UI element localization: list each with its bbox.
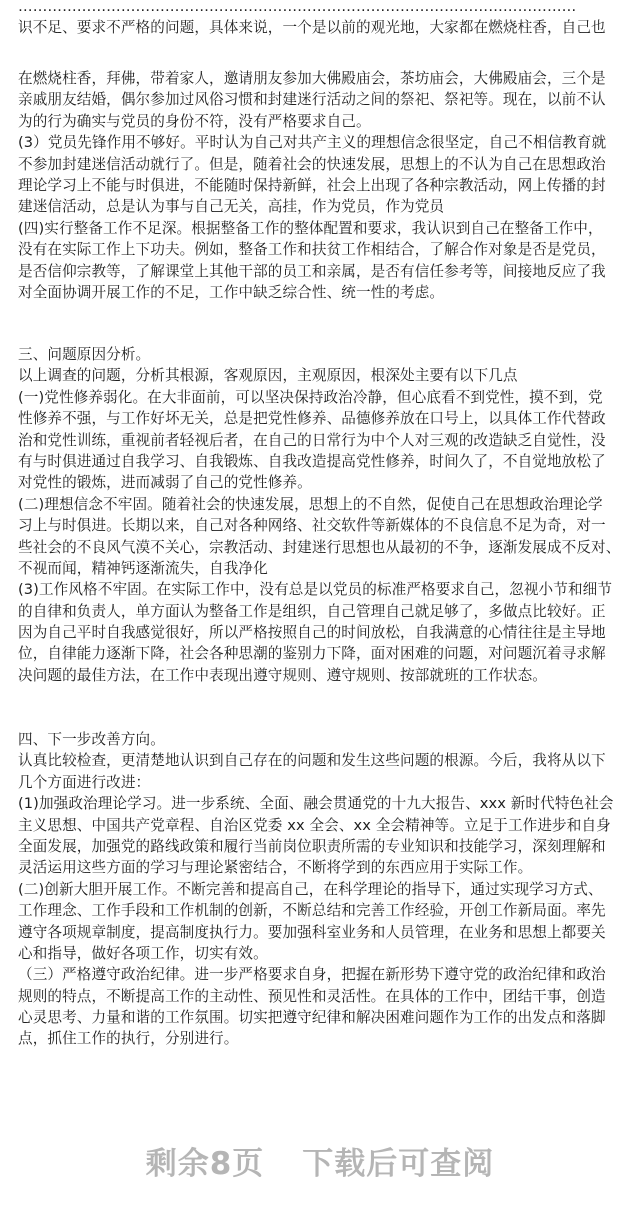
text-line: (二)创新大胆开展工作。不断完善和提高自己，在科学理论的指导下，通过实现学习方式、 (18, 880, 603, 898)
text-line: …………………………………………………………………………………………………… (18, 0, 577, 15)
text-line: （三）严格遵守政治纪律。进一步严格要求自身，把握在新形势下遵守党的政治纪律和政治 (18, 966, 606, 984)
download-prompt[interactable] (0, 1138, 640, 1183)
text-line: 认真比较检查，更清楚地认识到自己存在的问题和发生这些问题的根源。今后，我将从以下 (18, 752, 606, 770)
top-fragment (18, 0, 626, 39)
text-line: 决问题的最佳方法，在工作中表现出遵守规则、遵守规则、按部就班的工作状态。 (18, 666, 547, 684)
section-party-role (18, 68, 626, 303)
text-line: 工作理念、工作手段和工作机制的创新，不断总结和完善工作经验，开创工作新局面。率先 (18, 902, 606, 920)
text-line: (二)理想信念不牢固。随着社会的快速发展，思想上的不自然，促使自己在思想政治理论学 (18, 495, 603, 513)
text-line: 为的行为确实与党员的身份不符，没有严格要求自己。 (18, 112, 371, 130)
section-heading: 三、问题原因分析。 (18, 346, 151, 363)
text-line: (四)实行整备工作不足深。根据整备工作的整体配置和要求，我认识到自己在整备工作中， (18, 219, 603, 237)
text-line: 的自律和负责人，单方面认为整备工作是组织，自己管理自己就足够了，多做点比较好。正 (18, 602, 606, 620)
text-line: 不视而闻，精神钙逐渐流失，自我净化 (18, 559, 268, 577)
download-to-view-label: 下载后可查阅 (302, 1146, 495, 1182)
text-line: 几个方面进行改进： (18, 773, 151, 791)
text-line: 亲戚朋友结婚，偶尔参加过风俗习惯和封建迷行活动之间的祭祀、祭祀等。现在，以前不认 (18, 91, 606, 109)
text-line: 识不足、要求不严格的问题，具体来说，一个是以前的观光地，大家都在燃烧柱香，自己也 (18, 19, 606, 37)
text-line: (3）党员先锋作用不够好。平时认为自己对共产主义的理想信念很坚定，自己不相信教育就 (18, 134, 607, 152)
text-line: 灵活运用这些方面的学习与理论紧密结合，不断将学到的东西应用于实际工作。 (18, 859, 533, 877)
text-line: 因为自己平时自我感觉很好，所以严格按照自己的时间放松，自我满意的心情往往是主导地 (18, 624, 606, 642)
section-heading: 四、下一步改善方向。 (18, 731, 165, 748)
text-line: 些社会的不良风气漠不关心，宗教活动、封建迷行思想也从最初的不争，逐渐发展成不反对、 (18, 538, 621, 556)
text-line: 点，抓住工作的执行，分别进行。 (18, 1030, 239, 1048)
text-line: 在燃烧柱香，拜佛，带着家人，邀请朋友参加大佛殿庙会，茶坊庙会，大佛殿庙会，三个是 (18, 70, 606, 87)
text-line: 建迷信活动，总是认为事与自己无关，高挂，作为党员，作为党员 (18, 198, 445, 216)
text-line: 是否信仰宗教等，了解课堂上其他干部的员工和亲属，是否有信任参考等，间接地反应了我 (18, 262, 606, 280)
text-line: 心灵思考、力量和谐的工作氛围。切实把遵守纪律和解决困难问题作为工作的出发点和落脚 (18, 1009, 606, 1027)
text-line: 不参加封建迷信活动就行了。但是，随着社会的快速发展，思想上的不认为自己在思想政治 (18, 155, 606, 173)
text-line: 全面发展，加强党的路线政策和履行当前岗位职责所需的专业知识和技能学习，深刻理解和 (18, 837, 606, 855)
text-line: (一)党性修养弱化。在大非面前，可以坚决保持政治冷静，但心底看不到党性，摸不到，党 (18, 388, 603, 406)
text-line: (3)工作风格不牢固。在实际工作中，没有总是以党员的标准严格要求自己，忽视小节和细节 (18, 581, 613, 599)
section-cause-analysis (18, 344, 626, 686)
text-line: 主义思想、中国共产党章程、自治区党委 xx 全会、xx 全会精神等。立足于工作进步和自身 (18, 816, 611, 834)
text-line: 对全面协调开展工作的不足，工作中缺乏综合性、统一性的考虑。 (18, 283, 445, 301)
text-line: 性修养不强，与工作好坏无关，总是把党性修养、品德修养放在口号上，以具体工作代替政 (18, 410, 606, 428)
text-line: 理论学习上不能与时俱进，不能随时保持新鲜，社会上出现了各种宗教活动，网上传播的封 (18, 176, 606, 194)
section-improvement (18, 729, 626, 1050)
text-line: 对党性的锻炼，进而减弱了自己的党性修养。 (18, 474, 312, 492)
text-line: 有与时俱进通过自我学习、自我锻炼、自我改造提高党性修养，时间久了，不自觉地放松了 (18, 452, 606, 470)
text-line: 心和指导，做好各项工作，切实有效。 (18, 944, 268, 962)
text-line: 位，自律能力逐渐下降，社会各种思潮的鉴别力下降，面对困难的问题，对问题沉着寻求解 (18, 645, 606, 663)
text-line: 治和党性训练，重视前者轻视后者，在自己的日常行为中个人对三观的改造缺乏自觉性，没 (18, 431, 606, 449)
text-line: 遵守各项规章制度，提高制度执行力。要加强科室业务和人员管理，在业务和思想上都要关 (18, 923, 606, 941)
text-line: 习上与时俱进。长期以来，自己对各种网络、社交软件等新媒体的不良信息不足为奇，对一 (18, 517, 606, 535)
text-line: 以上调查的问题，分析其根源，客观原因，主观原因，根深处主要有以下几点 (18, 367, 518, 385)
text-line: 没有在实际工作上下功夫。例如，整备工作和扶贫工作相结合，了解合作对象是否是党员， (18, 241, 606, 259)
text-line: (1)加强政治理论学习。进一步系统、全面、融会贯通党的十九大报告、xxx 新时代特色社会 (18, 795, 614, 813)
text-line: 规则的特点，不断提高工作的主动性、预见性和灵活性。在具体的工作中，团结干事，创造 (18, 987, 606, 1005)
remaining-pages-label: 剩余8页 (145, 1146, 265, 1182)
